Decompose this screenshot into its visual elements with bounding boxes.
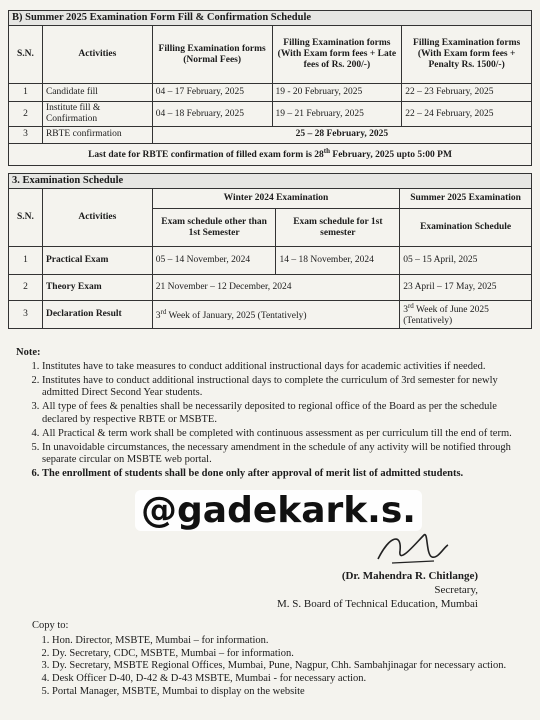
header-sn: S.N. bbox=[9, 26, 43, 84]
list-item: 3. All type of fees & penalties shall be necessarily deposited to regional office of the Board as per the schedule declared by respective RBTE or MSBTE. bbox=[42, 401, 516, 427]
section-3-title: 3. Examination Schedule bbox=[9, 174, 532, 189]
header-other-sem: Exam schedule other than 1st Semester bbox=[152, 209, 276, 247]
signatory-org: M. S. Board of Technical Education, Mumbai bbox=[277, 597, 478, 610]
list-item: 1. Hon. Director, MSBTE, Mumbai – for information. bbox=[52, 635, 522, 648]
form-fill-schedule-table bbox=[8, 10, 532, 166]
list-item: 1. Institutes have to take measures to conduct additional instructional days for academic activities if needed. bbox=[42, 361, 516, 374]
signatory-designation: Secretary, bbox=[434, 583, 478, 596]
table-row: 2 Institute fill & Confirmation 04 – 18 February, 2025 19 – 21 February, 2025 22 – 24 February, 2025 bbox=[9, 102, 532, 127]
list-item: 5. In unavoidable circumstances, the necessary amendment in the schedule of any activity will be notified through separate circular on MSBTE web portal. bbox=[42, 442, 516, 468]
copy-to-title: Copy to: bbox=[32, 620, 69, 631]
list-item: 6. The enrollment of students shall be done only after approval of merit list of admitted students. bbox=[42, 468, 516, 481]
list-item: 2. Institutes have to conduct additional instructional days to complete the curriculum of 3rd semester for newly admitted Direct Second Year students. bbox=[42, 375, 516, 401]
header-first-sem: Exam schedule for 1st semester bbox=[276, 209, 400, 247]
examination-schedule-table bbox=[8, 173, 532, 329]
header-summer: Summer 2025 Examination bbox=[400, 189, 532, 209]
signatory-name: (Dr. Mahendra R. Chitlange) bbox=[341, 570, 478, 582]
table-row: 1 Candidate fill 04 – 17 February, 2025 19 - 20 February, 2025 22 – 23 February, 2025 bbox=[9, 84, 532, 102]
table-row: 3 RBTE confirmation 25 – 28 February, 2025 bbox=[9, 126, 532, 143]
header-sn: S.N. bbox=[9, 189, 43, 247]
last-date-note: Last date for RBTE confirmation of filled exam form is 28th February, 2025 upto 5:00 PM bbox=[9, 143, 532, 165]
table-row: 1 Practical Exam 05 – 14 November, 2024 14 – 18 November, 2024 05 – 15 April, 2025 bbox=[9, 247, 532, 275]
list-item: 5. Portal Manager, MSBTE, Mumbai to display on the website bbox=[52, 686, 522, 699]
watermark-handle: @gadekark.s. bbox=[135, 490, 422, 531]
list-item: 4. All Practical & term work shall be completed with continuous assessment as per curriculum till the end of term. bbox=[42, 428, 516, 441]
list-item: 2. Dy. Secretary, CDC, MSBTE, Mumbai – for information. bbox=[52, 648, 522, 661]
signature-mark bbox=[372, 525, 452, 569]
header-normal-fees: Filling Examination forms (Normal Fees) bbox=[152, 26, 272, 84]
signatory-block bbox=[277, 570, 478, 611]
section-b-title: B) Summer 2025 Examination Form Fill & Confirmation Schedule bbox=[9, 11, 532, 26]
header-penalty: Filling Examination forms (With Exam form fees + Penalty Rs. 1500/-) bbox=[402, 26, 532, 84]
table-row: 3 Declaration Result 3rd Week of January, 2025 (Tentatively) 3rd Week of June 2025 (Tentatively) bbox=[9, 301, 532, 329]
header-summer-schedule: Examination Schedule bbox=[400, 209, 532, 247]
list-item: 3. Dy. Secretary, MSBTE Regional Offices, Mumbai, Pune, Nagpur, Chh. Sambahjinagar for necessary action. bbox=[52, 660, 522, 673]
header-late-fees: Filling Examination forms (With Exam form fees + Late fees of Rs. 200/-) bbox=[272, 26, 402, 84]
header-activities: Activities bbox=[42, 189, 152, 247]
table-row: 2 Theory Exam 21 November – 12 December, 2024 23 April – 17 May, 2025 bbox=[9, 275, 532, 301]
header-activities: Activities bbox=[42, 26, 152, 84]
notes-title: Note: bbox=[16, 347, 41, 358]
list-item: 4. Desk Officer D-40, D-42 & D-43 MSBTE, Mumbai - for necessary action. bbox=[52, 673, 522, 686]
header-winter: Winter 2024 Examination bbox=[152, 189, 399, 209]
notes-section bbox=[16, 347, 516, 482]
copy-to-section bbox=[32, 620, 522, 699]
